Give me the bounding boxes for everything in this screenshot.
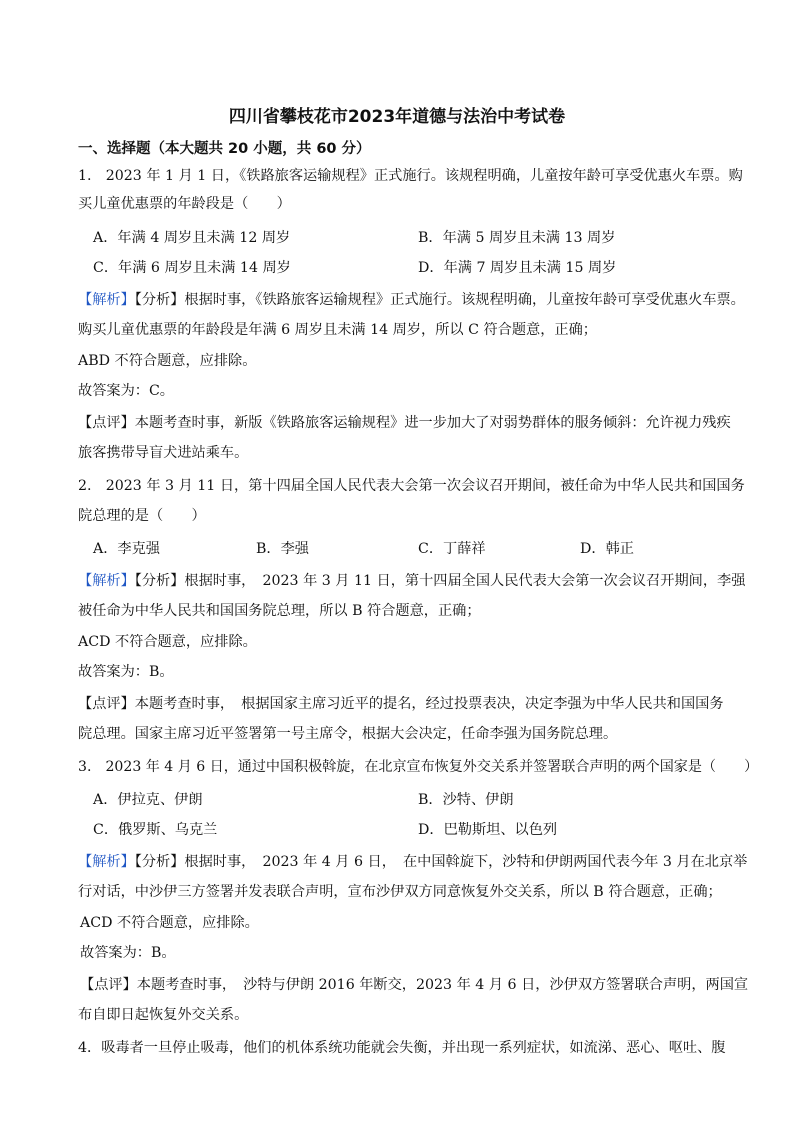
analysis-text: 根据时事，《铁路旅客运输规程》正式施行。该规程明确，儿童按年龄可享受优惠火车票。	[184, 292, 745, 308]
question-2-line-1: 2. 2023 年 3 月 11 日，第十四届全国人民代表大会第一次会议召开期间，被任命为中华人民共和国国务	[78, 478, 745, 494]
question-1-comment-line-2: 旅客携带导盲犬进站乘车。	[78, 445, 249, 461]
analysis-text: 根据时事， 2023 年 4 月 6 日， 在中国斡旋下，沙特和伊朗两国代表今年 3 月在北京举	[184, 854, 748, 870]
question-1-line-2: 买儿童优惠票的年龄段是（ ）	[78, 196, 291, 212]
question-2-answer: 故答案为：B。	[78, 664, 174, 680]
question-3-exclude: ACD 不符合题意，应排除。	[80, 915, 259, 931]
question-2-line-2: 院总理的是（ ）	[78, 508, 206, 524]
fenxi-tag: 【分析】	[134, 292, 185, 308]
question-2-option-d: D．韩正	[580, 541, 634, 557]
question-1-option-d: D．年满 7 周岁且未满 15 周岁	[418, 260, 617, 276]
page-title: 四川省攀枝花市2023年道德与法治中考试卷	[228, 107, 566, 127]
question-3-analysis-line-2: 行对话，中沙伊三方签署并发表联合声明，宣布沙伊双方同意恢复外交关系，所以 B 符合题意，正确；	[78, 884, 722, 900]
question-3-comment-line-1	[80, 975, 748, 995]
question-1-answer: 故答案为：C。	[78, 383, 174, 399]
question-2-analysis-line-1	[78, 571, 745, 591]
question-2-comment-line-1	[78, 694, 724, 714]
comment-text: 本题考查时事，新版《铁路旅客运输规程》进一步加大了对弱势群体的服务倾斜：允许视力残疾	[134, 415, 731, 431]
question-1-option-b: B．年满 5 周岁且未满 13 周岁	[418, 230, 616, 246]
question-3-option-c: C．俄罗斯、乌克兰	[93, 822, 218, 838]
question-2-option-b: B．李强	[256, 541, 309, 557]
question-2-exclude: ACD 不符合题意，应排除。	[78, 634, 257, 650]
comment-text: 本题考查时事， 根据国家主席习近平的提名，经过投票表决，决定李强为中华人民共和国国务	[134, 696, 724, 712]
section-heading: 一、选择题（本大题共 20 小题，共 60 分）	[78, 141, 371, 157]
comment-tag: 【点评】	[80, 977, 137, 993]
analysis-tag: 【解析】	[78, 854, 135, 870]
question-1-option-a: A．年满 4 周岁且未满 12 周岁	[93, 230, 291, 246]
question-2-analysis-line-2: 被任命为中华人民共和国国务院总理，所以 B 符合题意，正确；	[78, 603, 481, 619]
question-1-comment-line-1	[78, 413, 731, 433]
question-1-analysis-line-1	[78, 290, 745, 310]
question-3-option-a: A．伊拉克、伊朗	[93, 792, 203, 808]
fenxi-tag: 【分析】	[134, 573, 185, 589]
question-3-answer: 故答案为：B。	[80, 945, 176, 961]
question-1-exclude: ABD 不符合题意，应排除。	[78, 353, 257, 369]
question-2-comment-line-2: 院总理。国家主席习近平签署第一号主席令，根据大会决定，任命李强为国务院总理。	[78, 726, 618, 742]
fenxi-tag: 【分析】	[134, 854, 185, 870]
question-3-line-1: 3. 2023 年 4 月 6 日，通过中国积极斡旋，在北京宣布恢复外交关系并签署联合声明的两个国家是（ ）	[78, 759, 759, 775]
comment-tag: 【点评】	[78, 415, 135, 431]
question-3-comment-line-2: 布自即日起恢复外交关系。	[78, 1007, 249, 1023]
question-3-analysis-line-1	[78, 852, 747, 872]
question-1-line-1: 1. 2023 年 1 月 1 日，《铁路旅客运输规程》正式施行。该规程明确，儿童按年龄可享受优惠火车票。购	[78, 168, 743, 184]
question-4-line-1: 4．吸毒者一旦停止吸毒，他们的机体系统功能就会失衡，并出现一系列症状，如流涕、恶心、呕吐、腹	[78, 1040, 726, 1056]
comment-tag: 【点评】	[78, 696, 135, 712]
comment-text: 本题考查时事， 沙特与伊朗 2016 年断交，2023 年 4 月 6 日，沙伊双方签署联合声明，两国宣	[136, 977, 749, 993]
question-1-analysis-line-2: 购买儿童优惠票的年龄段是年满 6 周岁且未满 14 周岁，所以 C 符合题意，正确；	[78, 322, 597, 338]
analysis-text: 根据时事， 2023 年 3 月 11 日，第十四届全国人民代表大会第一次会议召开期间，李强	[184, 573, 746, 589]
question-3-option-b: B．沙特、伊朗	[418, 792, 514, 808]
analysis-tag: 【解析】	[78, 292, 135, 308]
question-1-option-c: C．年满 6 周岁且未满 14 周岁	[93, 260, 291, 276]
analysis-tag: 【解析】	[78, 573, 135, 589]
question-3-option-d: D．巴勒斯坦、以色列	[418, 822, 558, 838]
question-2-option-c: C．丁薛祥	[418, 541, 486, 557]
question-2-option-a: A．李克强	[93, 541, 160, 557]
